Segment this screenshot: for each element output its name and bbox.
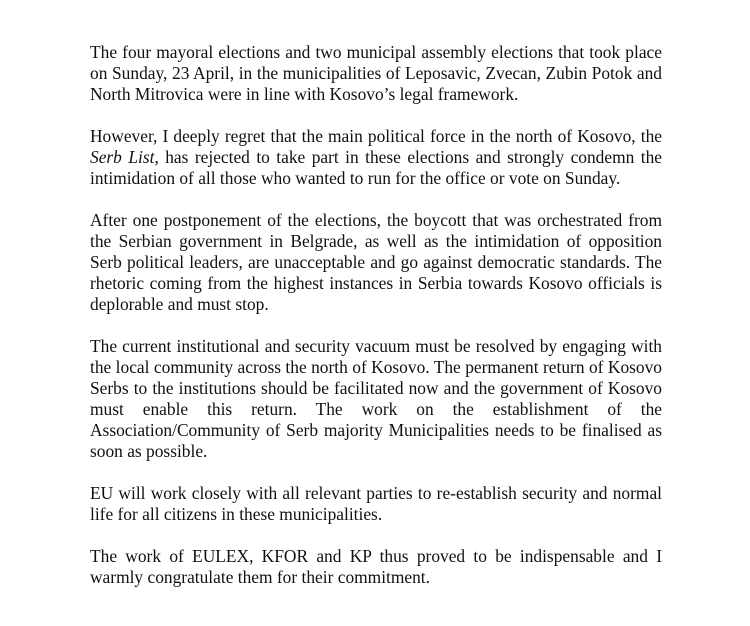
paragraph-eulex-kfor-kp: The work of EULEX, KFOR and KP thus proved to be indispensable and I warmly congratulate them for their commitment.: [90, 546, 662, 587]
paragraph-boycott-intimidation: After one postponement of the elections, the boycott that was orchestrated from the Serbian government in Belgrade, as well as the intimidation of opposition Serb political leaders, are unacceptable and go against democratic standards. The rhetoric coming from the highest instances in Serbia towards Kosovo officials is deplorable and must stop.: [90, 210, 662, 314]
paragraph-security-vacuum: The current institutional and security vacuum must be resolved by engaging with the local community across the north of Kosovo. The permanent return of Kosovo Serbs to the institutions should be facilitated now and the government of Kosovo must enable this return. The work on the establishment of the Association/Community of Serb majority Municipalities needs to be finalised as soon as possible.: [90, 336, 662, 461]
paragraph-serb-list-regret: [90, 126, 662, 189]
paragraph-text-segment: However, I deeply regret that the main political force in the north of Kosovo, the: [90, 126, 662, 146]
paragraph-text-segment: , has rejected to take part in these elections and strongly condemn the intimidation of all those who wanted to run for the office or vote on Sunday.: [90, 147, 663, 188]
serb-list-italic: Serb List: [90, 147, 155, 167]
paragraph-elections-legal-framework: The four mayoral elections and two municipal assembly elections that took place on Sunday, 23 April, in the municipalities of Leposavic, Zvecan, Zubin Potok and North Mitrovica were in line with Kosovo’s legal framework.: [90, 42, 662, 104]
paragraph-eu-cooperation: EU will work closely with all relevant parties to re-establish security and normal life for all citizens in these municipalities.: [90, 483, 662, 524]
statement-document: [90, 42, 662, 609]
